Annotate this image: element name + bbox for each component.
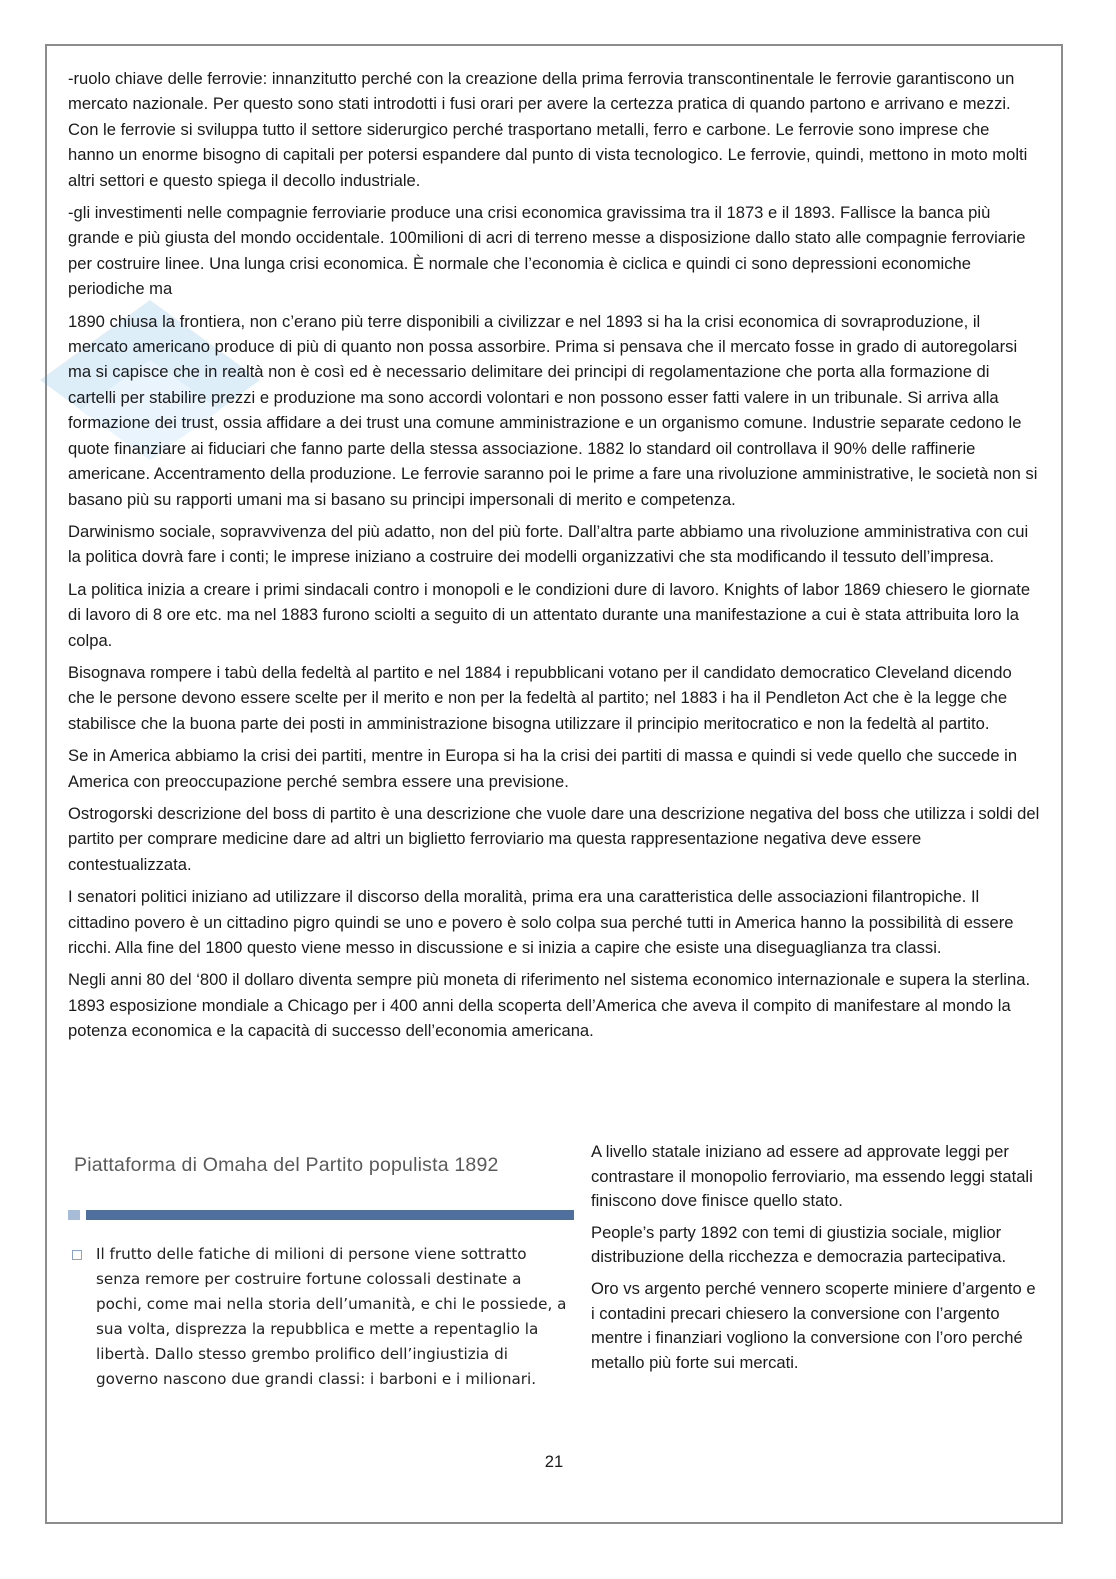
- square-bullet-icon: [72, 1250, 82, 1260]
- slide-title: Piattaforma di Omaha del Partito populista 1892: [74, 1154, 499, 1176]
- slide-image: [68, 1146, 574, 1436]
- slide-bullet-text: Il frutto delle fatiche di milioni di persone viene sottratto senza remore per costruire fortune colossali destinate a pochi, come mai nella storia dell’umanità, e chi le possiede, a sua volta, disprezza la repubblica e mette a repentaglio la libertà. Dallo stesso grembo prolifico dell’ingiustizia di governo nascono due grandi classi: i barboni e i milionari.: [96, 1245, 567, 1388]
- paragraph-peoples-party: People’s party 1892 con temi di giustizia sociale, miglior distribuzione della ricchezza e democrazia partecipativa.: [591, 1222, 1007, 1267]
- right-column: [591, 1140, 1041, 1382]
- paragraph-darwinism: Darwinismo sociale, sopravvivenza del più adatto, non del più forte. Dall’altra parte abbiamo una rivoluzione amministrativa con cui la politica dovrà fare i conti; le imprese iniziano a costruire dei modelli organizzativi che sta modificando il tessuto dell’impresa.: [68, 521, 1029, 567]
- slide-body: [72, 1242, 572, 1392]
- page-number: 21: [544, 1452, 564, 1471]
- paragraph-railways: -ruolo chiave delle ferrovie: innanzitutto perché con la creazione della prima ferrovia transcontinentale le ferrovie garantiscono un mercato nazionale. Per questo sono stati introdotti i fusi orari per avere la certezza pratica di quando partono e arrivano e mezzi. Con le ferrovie si sviluppa tutto il settore siderurgico perché trasportano metalli, ferro e carbone. Le ferrovie sono imprese che hanno un enorme bisogno di capitali per potersi espandere dal punto di vista tecnologico. Le ferrovie, quindi, mettono in moto molti altri settori e questo spiega il decollo industriale.: [68, 69, 1028, 190]
- paragraph-dollar: Negli anni 80 del ‘800 il dollaro diventa sempre più moneta di riferimento nel sistema economico internazionale e supera la sterlina. 1893 esposizione mondiale a Chicago per i 400 anni della scoperta dell’America che aveva il compito di manifestare al mondo la potenza economica e la capacità di successo dell’economia americana.: [68, 970, 1031, 1041]
- main-text: [68, 66, 1040, 1051]
- slide-divider-long: [86, 1210, 574, 1220]
- paragraph-unions: La politica inizia a creare i primi sindacali contro i monopoli e le condizioni dure di lavoro. Knights of labor 1869 chiesero le giornate di lavoro di 8 ore etc. ma nel 1883 furono sciolti a seguito di un attentato durante una manifestazione a cui è stata attribuita loro la colpa.: [68, 579, 1031, 650]
- paragraph-ostrogorski: Ostrogorski descrizione del boss di partito è una descrizione che vuole dare una descrizione negativa del boss che utilizza i soldi del partito per comprare medicine dare ad altri un biglietto ferroviario ma questa rappresentazione negativa deve essere contestualizzata.: [68, 803, 1040, 874]
- bottom-section: [68, 1140, 1040, 1440]
- paragraph-investments: -gli investimenti nelle compagnie ferroviarie produce una crisi economica gravissima tra il 1873 e il 1893. Fallisce la banca più grande e più giusta del mondo occidentale. 100milioni di acri di terreno messe a disposizione dallo stato alle compagnie ferroviarie per costruire linee. Una lunga crisi economica. È normale che l’economia è ciclica e quindi ci sono depressioni economiche periodiche ma: [68, 203, 1026, 299]
- slide-divider-small: [68, 1210, 80, 1220]
- paragraph-frontier: 1890 chiusa la frontiera, non c’erano più terre disponibili a civilizzar e nel 1893 si ha la crisi economica di sovraproduzione, il mercato americano produce di più di quanto non possa assorbire. Prima si pensava che il mercato fosse in grado di autoregolarsi ma si capisce che in realtà non è così ed è necessario delimitare dei principi di regolamentazione che porta alla formazione di cartelli per stabilire prezzi e produzione ma sono accordi volontari e non possono esser fatti valere in un tribunale. Si arriva alla formazione dei trust, ossia affidare a dei trust una comune amministrazione e un organismo comune. Industrie separate cedono le quote finanziare ai fiduciari che fanno parte della stessa associazione. 1882 lo standard oil controllava il 90% delle raffinerie americane. Accentramento della produzione. Le ferrovie saranno poi le prime a fare una rivoluzione amministrative, le società non si basano più su rapporti umani ma si basano su principi impersonali di merito e competenza.: [68, 311, 1038, 509]
- paragraph-morality: I senatori politici iniziano ad utilizzare il discorso della moralità, prima era una caratteristica delle associazioni filantropiche. Il cittadino povero è un cittadino pigro quindi se uno e povero è solo colpa sua perché tutti in America hanno la possibilità di essere ricchi. Alla fine del 1800 questo viene messo in discussione e si inizia a capire che esiste una diseguaglianza tra classi.: [68, 887, 1014, 957]
- paragraph-state-laws: A livello statale iniziano ad essere ad approvate leggi per contrastare il monopolio ferroviario, ma essendo leggi statali finiscono dove finisce quello stato.: [591, 1142, 1033, 1211]
- paragraph-party-crisis: Se in America abbiamo la crisi dei partiti, mentre in Europa si ha la crisi dei partiti di massa e quindi si vede quello che succede in America con preoccupazione perché sembra essere una previsione.: [68, 746, 1018, 791]
- paragraph-gold-silver: Oro vs argento perché vennero scoperte miniere d’argento e i contadini precari chiesero la conversione con l’argento mentre i finanziari vogliono la conversione con l’oro perché metallo più forte sui mercati.: [591, 1278, 1036, 1372]
- paragraph-party-loyalty: Bisognava rompere i tabù della fedeltà al partito e nel 1884 i repubblicani votano per il candidato democratico Cleveland dicendo che le persone devono essere scelte per il merito e non per la fedeltà al partito; nel 1883 i ha il Pendleton Act che è la legge che stabilisce che la buona parte dei posti in amministrazione bisogna utilizzare il principio meritocratico e non la fedeltà al partito.: [68, 662, 1012, 733]
- slide-divider: [68, 1210, 574, 1220]
